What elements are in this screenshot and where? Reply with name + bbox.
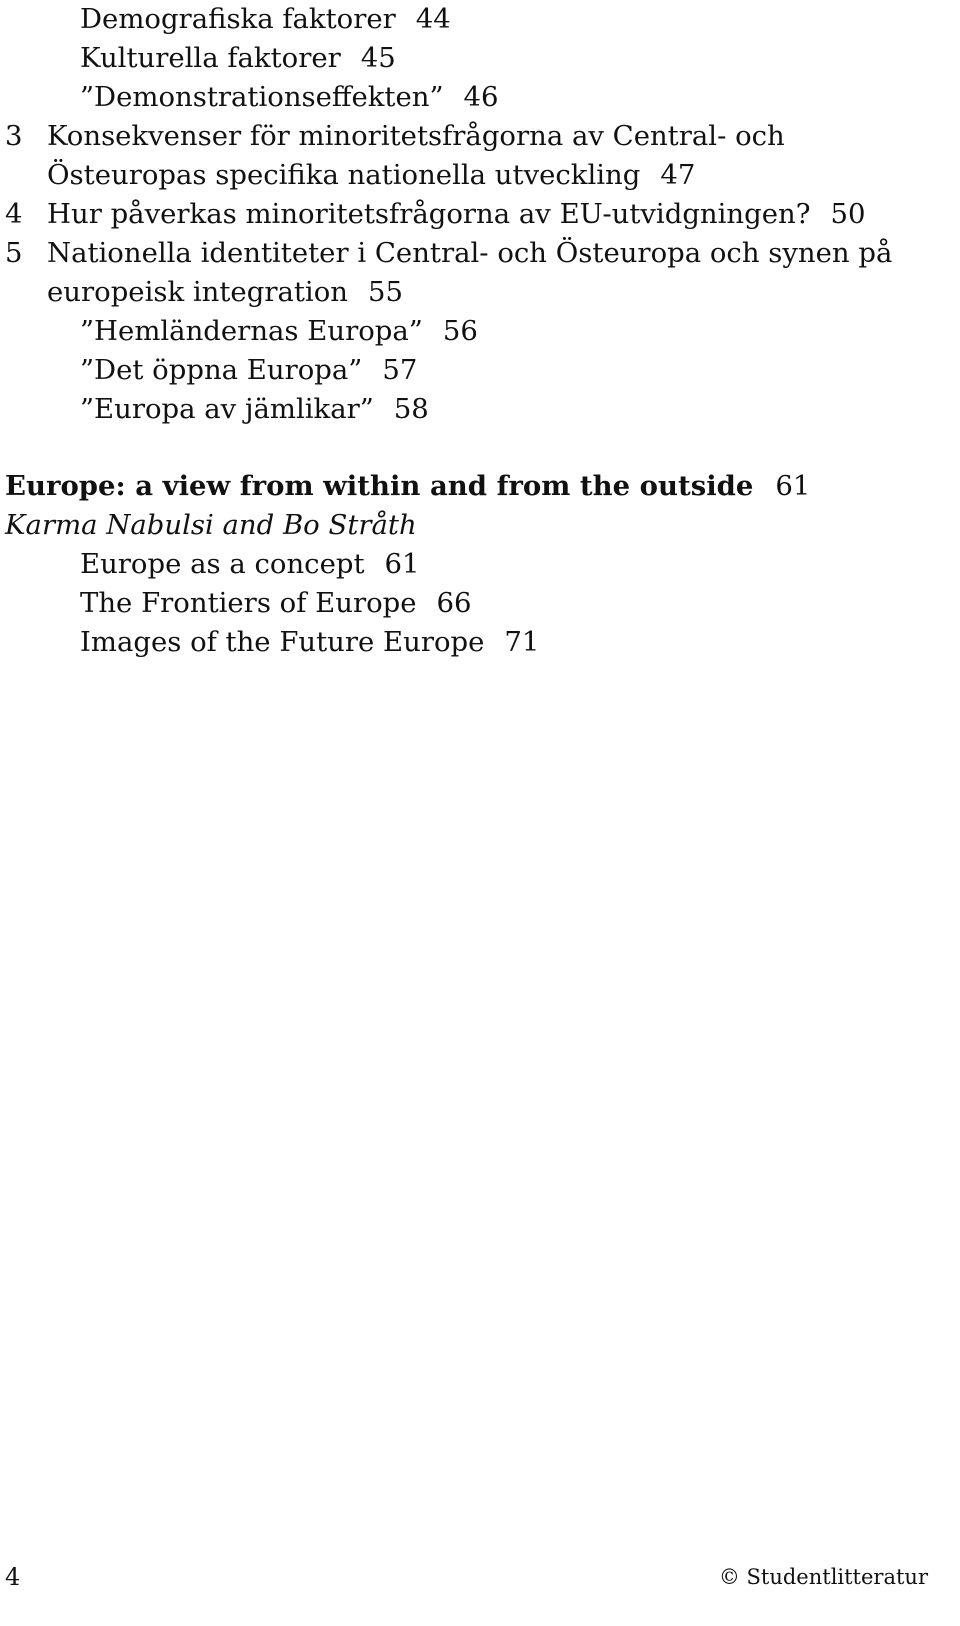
- essay-authors: Karma Nabulsi and Bo Stråth: [5, 509, 417, 541]
- toc-entry-page: 44: [415, 3, 451, 35]
- toc-entry-page: 56: [442, 315, 478, 347]
- toc-entry: [5, 39, 955, 78]
- table-of-contents: [5, 0, 955, 662]
- chapter-3-heading-continued: [5, 156, 955, 195]
- toc-entry-page: 57: [382, 354, 418, 386]
- toc-entry-title: The Frontiers of Europe: [80, 587, 417, 619]
- toc-entry-title: ”Det öppna Europa”: [80, 354, 363, 386]
- essay-heading: [5, 467, 955, 506]
- chapter-3-heading: [5, 117, 955, 156]
- toc-entry-page: 45: [360, 42, 396, 74]
- chapter-title: Nationella identiteter i Central- och Östeuropa och synen på: [47, 237, 893, 269]
- chapter-title: europeisk integration: [47, 276, 348, 308]
- toc-entry: [5, 0, 955, 39]
- chapter-4-heading: [5, 195, 955, 234]
- toc-entry-title: Demografiska faktorer: [80, 3, 396, 35]
- toc-entry-title: Images of the Future Europe: [80, 626, 485, 658]
- chapter-title: Östeuropas specifika nationella utveckling: [47, 159, 641, 191]
- toc-entry: [5, 78, 955, 117]
- chapter-number: 5: [5, 237, 23, 269]
- toc-entry-page: 46: [463, 81, 499, 113]
- toc-entry-page: 66: [436, 587, 472, 619]
- toc-entry: [5, 312, 955, 351]
- chapter-title: Konsekvenser för minoritetsfrågorna av Central- och: [47, 120, 785, 152]
- toc-entry: [5, 545, 955, 584]
- section-gap: [5, 429, 955, 467]
- publisher-credit: © Studentlitteratur: [718, 1565, 928, 1589]
- chapter-page: 47: [660, 159, 696, 191]
- essay-page: 61: [775, 470, 811, 502]
- toc-entry-title: Kulturella faktorer: [80, 42, 341, 74]
- toc-entry-title: ”Demonstrationseffekten”: [80, 81, 444, 113]
- toc-entry: [5, 351, 955, 390]
- essay-title: Europe: a view from within and from the outside: [5, 470, 754, 502]
- page-footer: [0, 1563, 960, 1603]
- toc-entry-title: ”Europa av jämlikar”: [80, 393, 374, 425]
- toc-entry-page: 71: [504, 626, 540, 658]
- chapter-number: 3: [5, 120, 23, 152]
- chapter-title: Hur påverkas minoritetsfrågorna av EU-utvidgningen?: [47, 198, 811, 230]
- toc-entry: [5, 390, 955, 429]
- chapter-page: 50: [830, 198, 866, 230]
- chapter-page: 55: [367, 276, 403, 308]
- toc-entry-title: ”Hemländernas Europa”: [80, 315, 423, 347]
- chapter-5-heading-continued: [5, 273, 955, 312]
- page-number: 4: [5, 1563, 21, 1591]
- toc-entry-title: Europe as a concept: [80, 548, 365, 580]
- toc-entry: [5, 623, 955, 662]
- chapter-5-heading: [5, 234, 955, 273]
- toc-entry-page: 61: [384, 548, 420, 580]
- toc-entry: [5, 584, 955, 623]
- toc-entry-page: 58: [393, 393, 429, 425]
- chapter-number: 4: [5, 198, 23, 230]
